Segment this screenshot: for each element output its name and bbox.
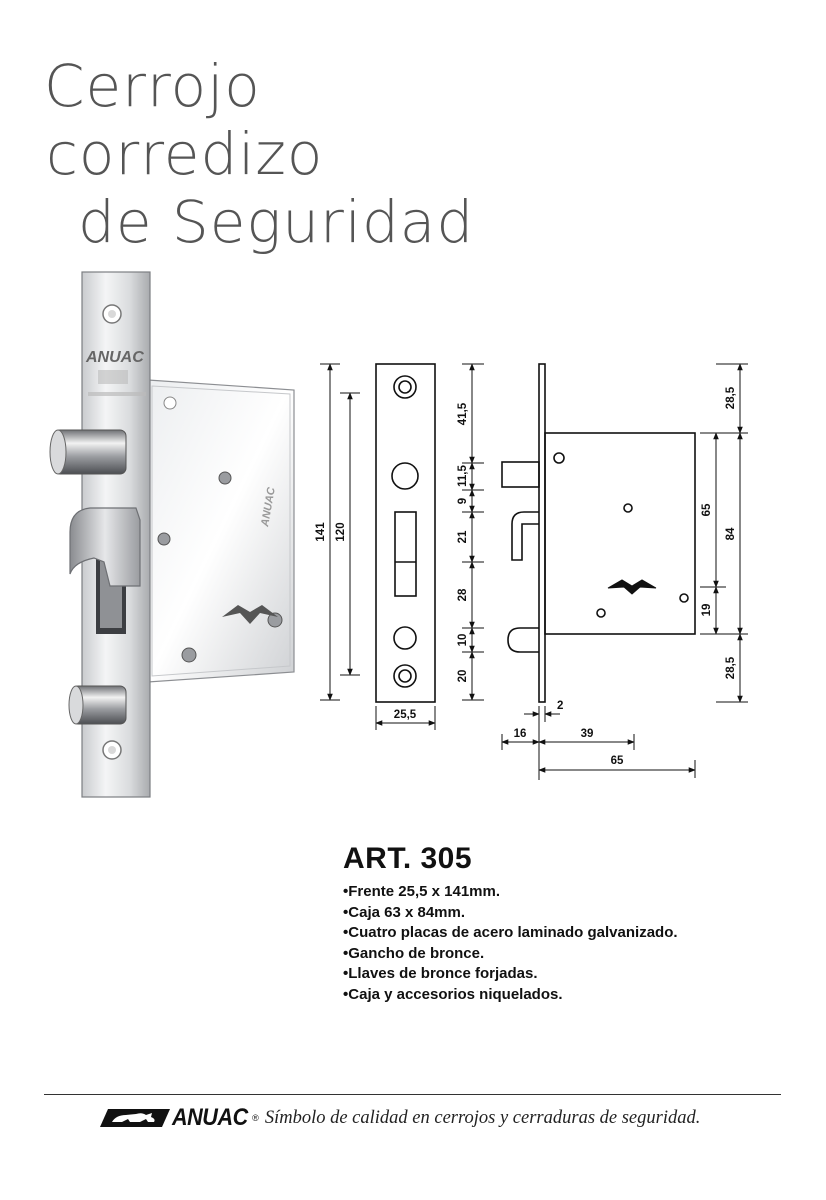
dim-front-total: 141 xyxy=(315,522,327,542)
rhino-logo-icon xyxy=(100,1107,172,1129)
dim-plate-thickness: 2 xyxy=(557,700,564,712)
dim-box-height: 84 xyxy=(725,527,737,541)
dim-seg-4: 21 xyxy=(457,530,469,544)
dim-box-depth: 65 xyxy=(610,755,624,767)
dim-seg-5: 28 xyxy=(457,588,469,602)
plate-brand-stamp: ANUAC xyxy=(86,349,144,366)
registered-mark: ® xyxy=(252,1113,259,1123)
dim-seg-7: 20 xyxy=(457,669,469,683)
dim-seg-2: 11,5 xyxy=(457,465,469,487)
dim-seg-6: 10 xyxy=(457,633,469,647)
feature-item: • Frente 25,5 x 141mm. xyxy=(343,882,678,903)
dim-lower-height: 19 xyxy=(701,603,713,617)
feature-item: • Caja 63 x 84mm. xyxy=(343,903,678,924)
dim-seg-3: 9 xyxy=(457,497,469,505)
title-line-2: corredizo xyxy=(46,120,324,188)
side-view xyxy=(502,364,695,702)
feature-list xyxy=(343,882,678,1005)
footer xyxy=(100,1104,700,1132)
dim-front-inner: 120 xyxy=(335,522,347,542)
feature-item: • Gancho de bronce. xyxy=(343,944,678,965)
dim-bolt-projection: 16 xyxy=(513,728,527,740)
brand-name: ANUAC xyxy=(172,1104,248,1131)
feature-item: • Caja y accesorios niquelados. xyxy=(343,985,678,1006)
front-view xyxy=(376,364,435,702)
footer-divider xyxy=(44,1094,781,1095)
case-brand-stamp: ANUAC xyxy=(259,486,278,528)
article-specs xyxy=(343,842,678,1005)
title-line-1: Cerrojo xyxy=(44,52,261,120)
dim-backset: 39 xyxy=(580,728,594,740)
feature-item: • Llaves de bronce forjadas. xyxy=(343,964,678,985)
title-line-3: de Seguridad xyxy=(78,188,475,256)
dim-top-margin: 28,5 xyxy=(725,386,737,410)
dim-upper-height: 65 xyxy=(701,503,713,517)
feature-item: • Cuatro placas de acero laminado galvanizado. xyxy=(343,923,678,944)
dim-seg-1: 41,5 xyxy=(457,402,469,426)
footer-tagline: Símbolo de calidad en cerrojos y cerraduras de seguridad. xyxy=(264,1107,701,1128)
brand-logo xyxy=(100,1104,259,1132)
article-name: ART. 305 xyxy=(343,842,473,875)
dim-bottom-margin: 28,5 xyxy=(725,656,737,680)
dim-front-width: 25,5 xyxy=(393,709,417,721)
